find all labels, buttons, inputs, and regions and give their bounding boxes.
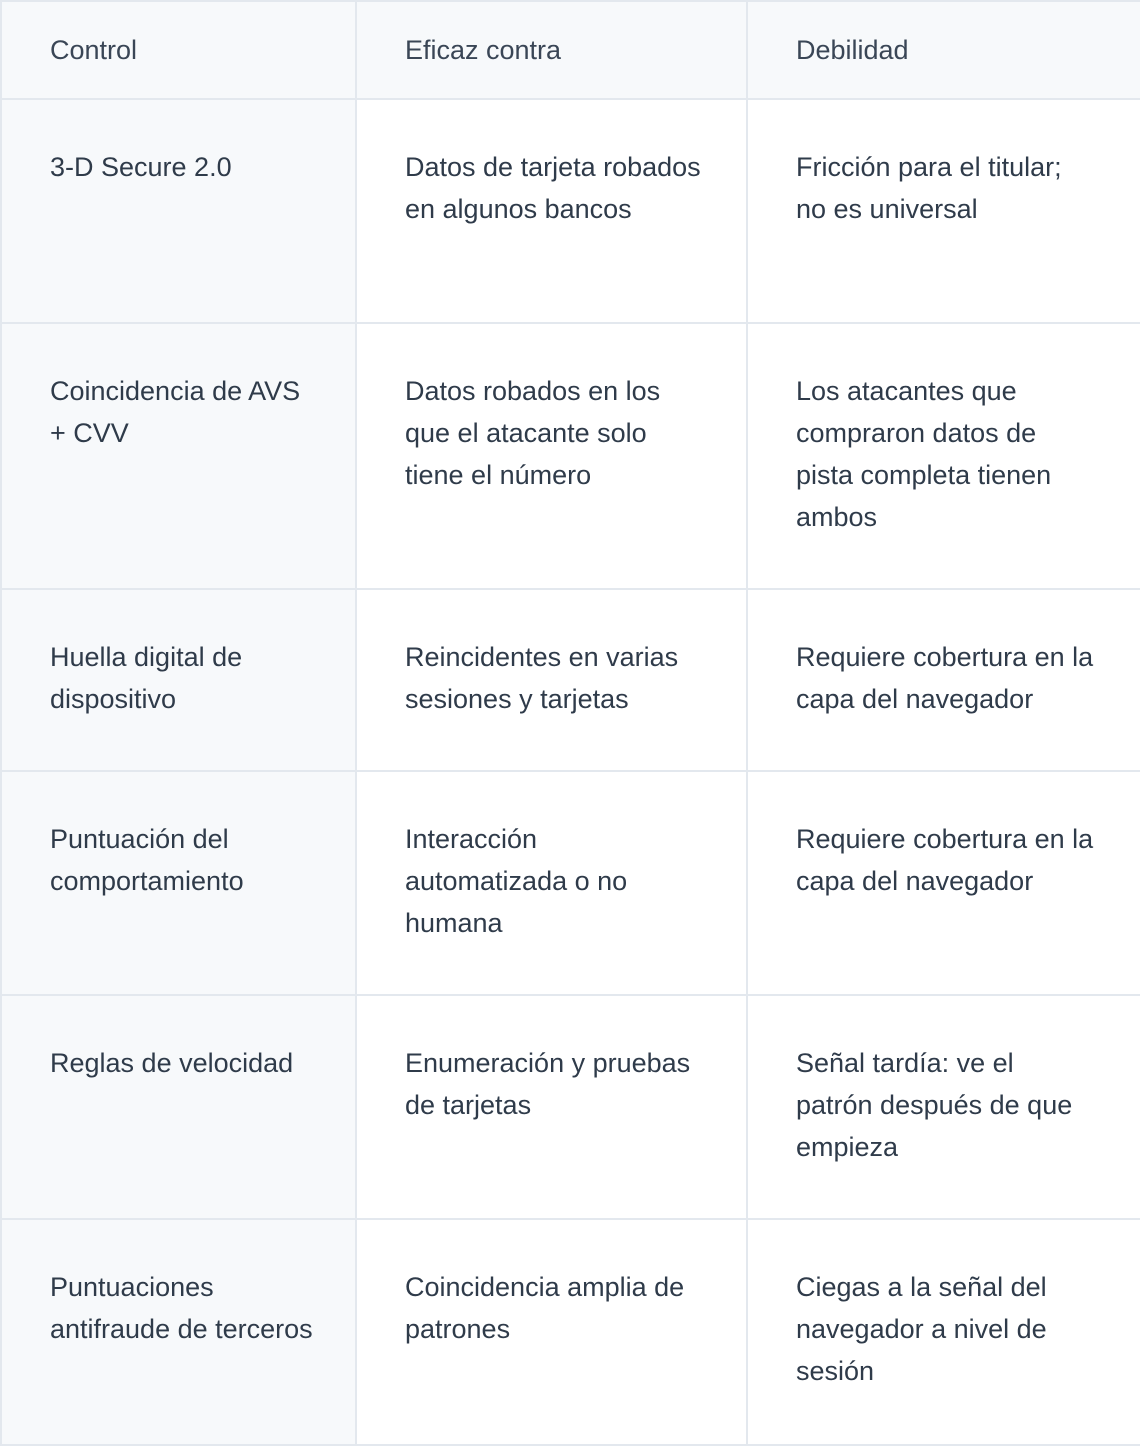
cell-effective-against: Datos robados en los que el atacante solo tiene el número bbox=[356, 323, 747, 589]
table-row bbox=[1, 323, 1140, 589]
cell-control: Puntuación del comportamiento bbox=[1, 771, 356, 995]
cell-weakness: Señal tardía: ve el patrón después de que empieza bbox=[747, 995, 1140, 1219]
cell-effective-against: Datos de tarjeta robados en algunos bancos bbox=[356, 99, 747, 323]
cell-weakness: Los atacantes que compraron datos de pista completa tienen ambos bbox=[747, 323, 1140, 589]
cell-control: Coincidencia de AVS + CVV bbox=[1, 323, 356, 589]
cell-control: 3-D Secure 2.0 bbox=[1, 99, 356, 323]
cell-effective-against: Reincidentes en varias sesiones y tarjetas bbox=[356, 589, 747, 771]
cell-control: Puntuaciones antifraude de terceros bbox=[1, 1219, 356, 1445]
cell-weakness: Requiere cobertura en la capa del navegador bbox=[747, 589, 1140, 771]
header-weakness: Debilidad bbox=[747, 1, 1140, 99]
header-control: Control bbox=[1, 1, 356, 99]
cell-weakness: Fricción para el titular; no es universal bbox=[747, 99, 1140, 323]
table-row bbox=[1, 995, 1140, 1219]
header-effective-against: Eficaz contra bbox=[356, 1, 747, 99]
cell-weakness: Requiere cobertura en la capa del navegador bbox=[747, 771, 1140, 995]
cell-effective-against: Interacción automatizada o no humana bbox=[356, 771, 747, 995]
cell-effective-against: Coincidencia amplia de patrones bbox=[356, 1219, 747, 1445]
table-row bbox=[1, 589, 1140, 771]
table-row bbox=[1, 1219, 1140, 1445]
cell-control: Huella digital de dispositivo bbox=[1, 589, 356, 771]
table-row bbox=[1, 771, 1140, 995]
table-row bbox=[1, 99, 1140, 323]
cell-effective-against: Enumeración y pruebas de tarjetas bbox=[356, 995, 747, 1219]
cell-control: Reglas de velocidad bbox=[1, 995, 356, 1219]
table-header-row bbox=[1, 1, 1140, 99]
cell-weakness: Ciegas a la señal del navegador a nivel de sesión bbox=[747, 1219, 1140, 1445]
